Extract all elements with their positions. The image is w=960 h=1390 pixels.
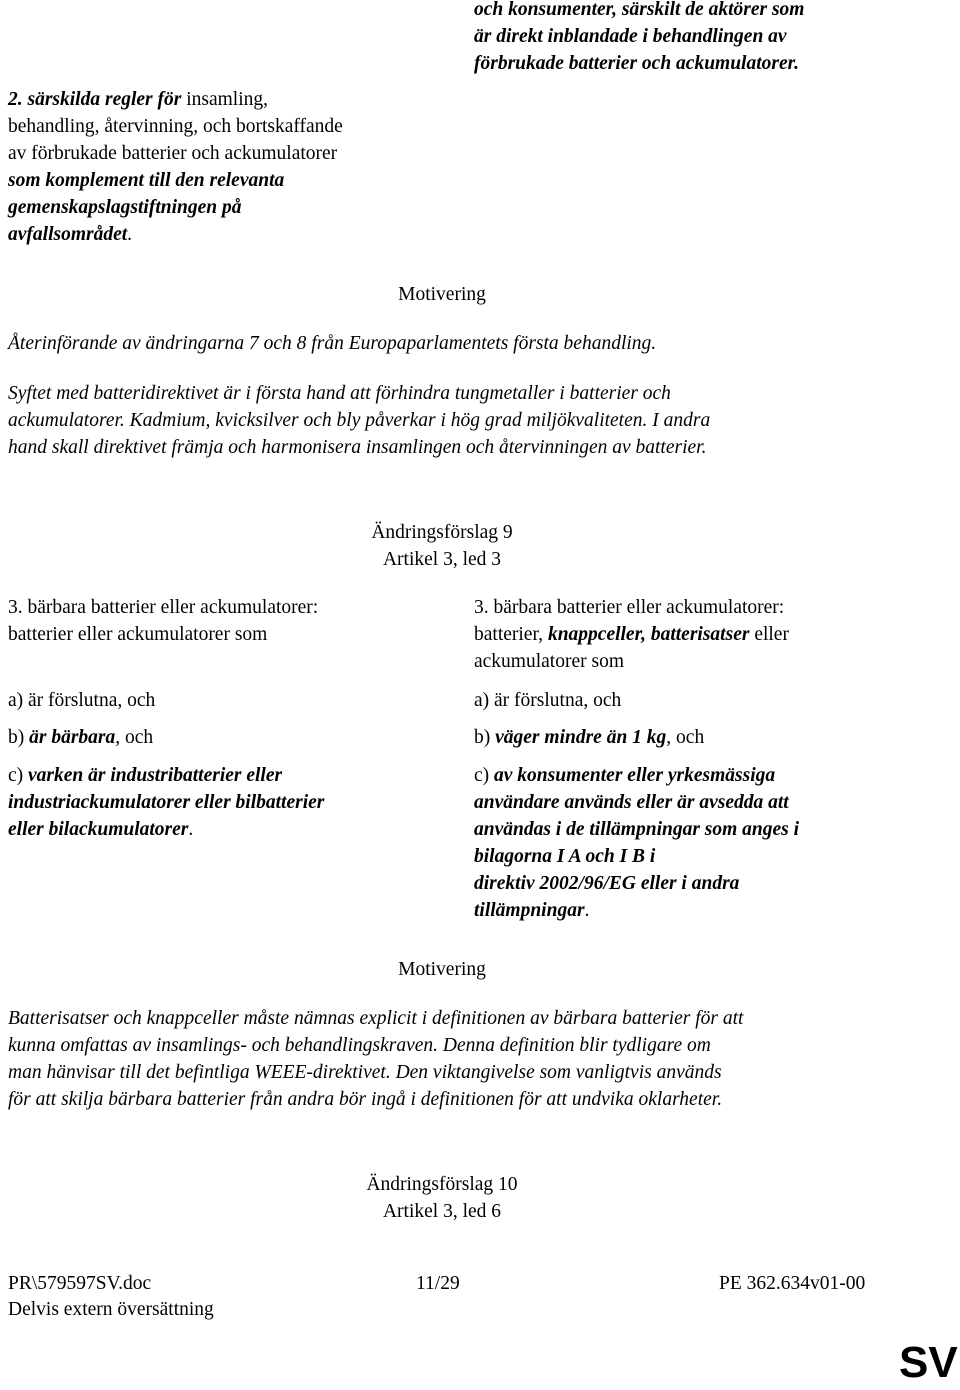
text-line: Batterisatser och knappceller måste nämnas explicit i definitionen av bärbara batterier för att — [8, 1008, 744, 1029]
text-line: förbrukade batterier och ackumulatorer. — [474, 53, 800, 74]
text-line: är direkt inblandade i behandlingen av — [474, 26, 787, 47]
motivering-heading: Motivering — [398, 284, 486, 305]
amendment-heading — [0, 1171, 884, 1225]
top-right-continuation — [474, 0, 804, 77]
amendment-left-column — [8, 594, 318, 648]
text-line: för att skilja bärbara batterier från andra bör ingå i definitionen för att undvika oklarheter. — [8, 1089, 723, 1110]
amendment-left-item-a — [8, 687, 155, 714]
text-line: industriackumulatorer eller bilbatterier — [8, 792, 325, 813]
text-line: gemenskapslagstiftningen på — [8, 197, 242, 218]
amendment-right-item-b — [474, 724, 704, 751]
text-line: batterier, knappceller, batterisatser eller — [474, 624, 789, 645]
motivering-paragraph — [8, 380, 710, 461]
amendment-left-item-b — [8, 724, 153, 751]
text-line: 3. bärbara batterier eller ackumulatorer: — [474, 597, 785, 618]
text-line: c) varken är industribatterier eller — [8, 765, 283, 786]
motivering-heading: Motivering — [398, 959, 486, 980]
text-line: c) av konsumenter eller yrkesmässiga — [474, 765, 776, 786]
text-line: användare används eller är avsedda att — [474, 792, 789, 813]
motivering-paragraph — [8, 330, 656, 357]
text-line: eller bilackumulatorer. — [8, 819, 194, 840]
text-line: 2. särskilda regler för insamling, — [8, 89, 269, 110]
text-line: hand skall direktivet främja och harmonisera insamlingen och återvinningen av batterier. — [8, 437, 707, 458]
text-line: av förbrukade batterier och ackumulatorer — [8, 143, 338, 164]
text-line: bilagorna I A och I B i — [474, 846, 656, 867]
amendment-article: Artikel 3, led 3 — [382, 549, 502, 570]
amendment-heading — [0, 519, 884, 573]
motivering-paragraph — [8, 1005, 743, 1113]
text-line: behandling, återvinning, och bortskaffande — [8, 116, 343, 137]
text-line: användas i de tillämpningar som anges i — [474, 819, 800, 840]
amendment-title: Ändringsförslag 10 — [366, 1174, 518, 1195]
amendment-title: Ändringsförslag 9 — [371, 522, 513, 543]
amendment-left-item-c — [8, 762, 324, 843]
text-line: avfallsområdet. — [8, 224, 133, 245]
footer-pe-ref: PE 362.634v01-00 — [719, 1273, 866, 1294]
text-line: och konsumenter, särskilt de aktörer som — [474, 0, 805, 20]
text-line: a) är förslutna, och — [474, 690, 622, 711]
text-line: direktiv 2002/96/EG eller i andra — [474, 873, 740, 894]
top-left-continuation — [8, 86, 343, 248]
text-line: a) är förslutna, och — [8, 690, 156, 711]
text-line: Återinförande av ändringarna 7 och 8 från Europaparlamentets första behandling. — [8, 333, 657, 354]
text-line: b) väger mindre än 1 kg, och — [474, 727, 705, 748]
text-line: kunna omfattas av insamlings- och behandlingskraven. Denna definition blir tydligare om — [8, 1035, 711, 1056]
amendment-right-item-c — [474, 762, 799, 924]
text-line: ackumulatorer. Kadmium, kvicksilver och bly påverkar i hög grad miljökvaliteten. I andra — [8, 410, 711, 431]
text-line: ackumulatorer som — [474, 651, 624, 672]
footer-language-code: SV — [899, 1338, 958, 1387]
footer-page-number: 11/29 — [416, 1273, 460, 1294]
text-line: tillämpningar. — [474, 900, 590, 921]
text-line: man hänvisar till det befintliga WEEE-direktivet. Den viktangivelse som vanligtvis används — [8, 1062, 722, 1083]
text-line: b) är bärbara, och — [8, 727, 154, 748]
amendment-right-column — [474, 594, 789, 675]
footer-note: Delvis extern översättning — [8, 1299, 214, 1320]
text-line: batterier eller ackumulatorer som — [8, 624, 268, 645]
text-line: Syftet med batteridirektivet är i första hand att förhindra tungmetaller i batterier och — [8, 383, 671, 404]
amendment-article: Artikel 3, led 6 — [382, 1201, 502, 1222]
footer-doc-ref: PR\579597SV.doc — [8, 1273, 152, 1294]
text-line: 3. bärbara batterier eller ackumulatorer: — [8, 597, 319, 618]
amendment-right-item-a — [474, 687, 621, 714]
text-line: som komplement till den relevanta — [8, 170, 285, 191]
